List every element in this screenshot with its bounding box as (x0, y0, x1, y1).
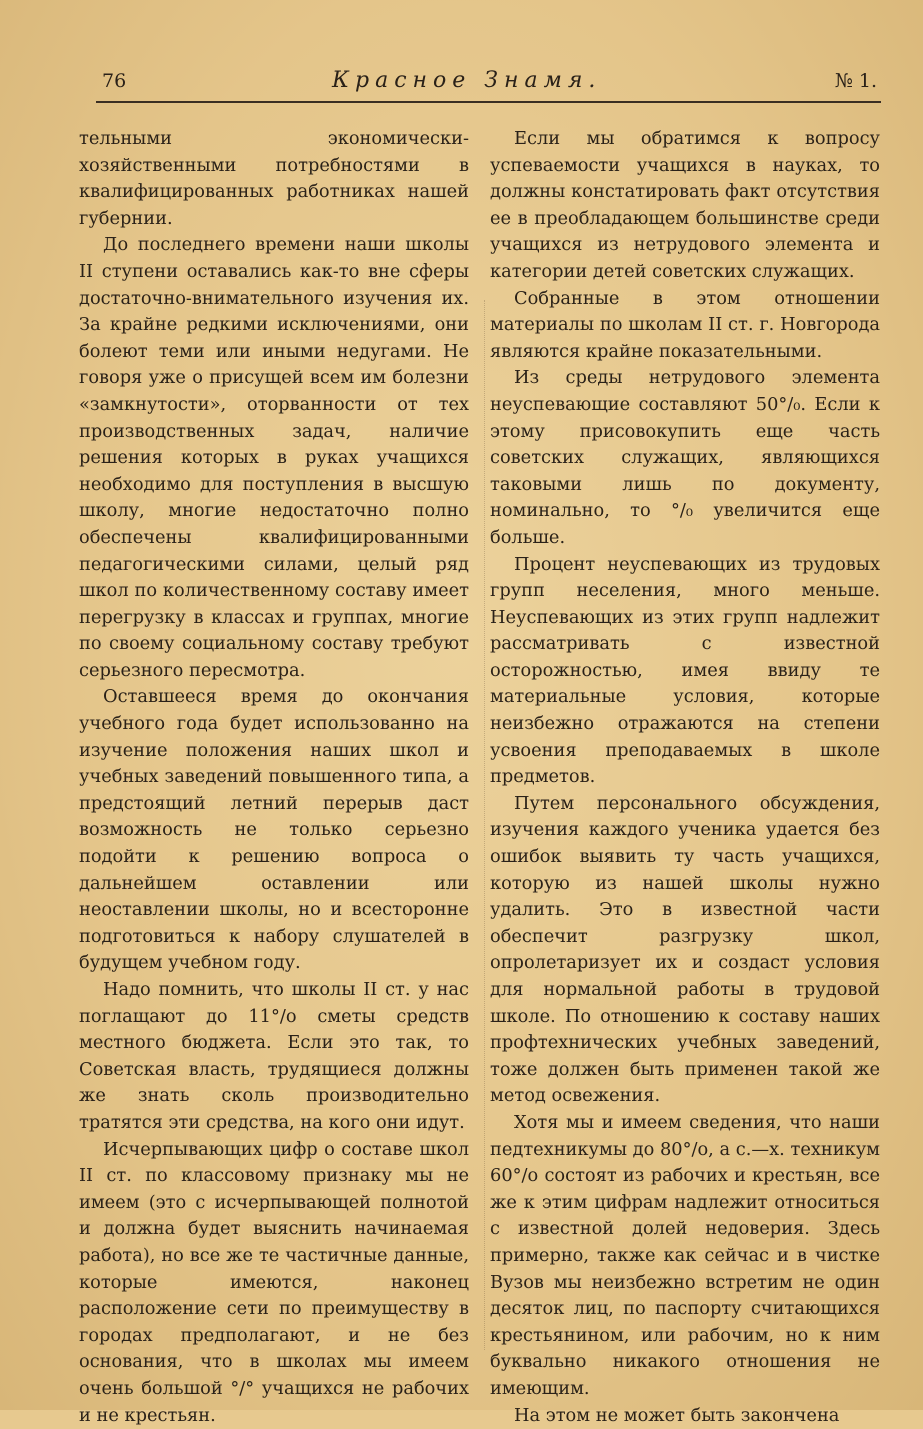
paragraph: Хотя мы и имеем сведения, что наши педтехникумы до 80°/о, а с.—х. техникум 60°/о состоят из рабочих и крестьян, все же к этим цифрам надлежит относиться с известной долей недоверия. Здесь примерно, также как сейчас и в чистке Вузов мы неизбежно встретим не один десяток лиц, по паспорту считающихся крестьянином, или рабочим, но к ним буквально никакого отношения не имеющим. (490, 1110, 880, 1403)
paragraph: Если мы обратимся к вопросу успеваемости учащихся в науках, то должны констатировать факт отсутствия ее в преобладающем большинстве среди учащихся из нетрудового элемента и категории детей советских служащих. (490, 126, 880, 286)
paragraph: Процент неуспевающих из трудовых групп неселения, много меньше. Неуспевающих из этих групп надлежит рассматривать с известной осторожностью, имея ввиду те материальные условия, которые неизбежно отражаются на степени усвоения преподаваемых в школе предметов. (490, 552, 880, 791)
issue-number: № 1. (835, 70, 877, 92)
paragraph: Исчерпывающих цифр о составе школ II ст. по классовому признаку мы не имеем (это с исчерпывающей полнотой и должна будет выяснить начинаемая работа), но все же те частичные данные, которые имеются, наконец расположение сети по преимуществу в городах предполагают, и не без основания, что в школах мы имеем очень большой °/° учащихся не рабочих и не крестьян. (79, 1137, 469, 1429)
paragraph: На этом не может быть закончена (490, 1403, 880, 1429)
paragraph: До последнего времени наши школы II ступени оставались как-то вне сферы достаточно-внимательного изучения их. За крайне редкими исключениями, они болеют теми или иными недугами. Не говоря уже о присущей всем им болезни «замкнутости», оторванности от тех производственных задач, наличие решения которых в руках учащихся необходимо для поступления в высшую школу, многие недостаточно полно обеспечены квалифицированными педагогическими силами, целый ряд школ по количественному составу имеет перегрузку в классах и группах, многие по своему социальному составу требуют серьезного пересмотра. (79, 232, 469, 684)
journal-title: Красное Знамя. (332, 68, 601, 93)
paragraph: Из среды нетрудового элемента неуспевающие составляют 50°/₀. Если к этому присовокупить еще часть советских служащих, являющихся таковыми лишь по документу, номинально, то °/₀ увеличится еще больше. (490, 365, 880, 551)
paragraph: Оставшееся время до окончания учебного года будет использованно на изучение положения наших школ и учебных заведений повышенного типа, а предстоящий летний перерыв даст возможность не только серьезно подойти к решению вопроса о дальнейшем оставлении или неоставлении школы, но и всесторонне подготовиться к набору слушателей в будущем учебном году. (79, 684, 469, 977)
paragraph: Собранные в этом отношении материалы по школам II ст. г. Новгорода являются крайне показательными. (490, 286, 880, 366)
column-gutter (484, 300, 485, 1350)
paragraph: Путем персонального обсуждения, изучения каждого ученика удается без ошибок выявить ту часть учащихся, которую из нашей школы нужно удалить. Это в известной части обеспечит разгрузку школ, опролетаризует их и создаст условия для нормальной работы в трудовой школе. По отношению к составу наших профтехнических учебных заведений, тоже должен быть применен такой же метод освежения. (490, 791, 880, 1110)
paragraph: тельными экономически-хозяйственными потребностями в квалифицированных работниках нашей губернии. (79, 126, 469, 232)
page-header (96, 68, 881, 102)
left-column (79, 126, 469, 1326)
right-column (490, 126, 880, 1326)
page-number: 76 (102, 70, 126, 92)
header-rule (96, 101, 881, 103)
paragraph: Надо помнить, что школы II ст. у нас поглащают до 11°/о сметы средств местного бюджета. Если это так, то Советская власть, трудящиеся должны же знать сколь производительно тратятся эти средства, на кого они идут. (79, 977, 469, 1137)
